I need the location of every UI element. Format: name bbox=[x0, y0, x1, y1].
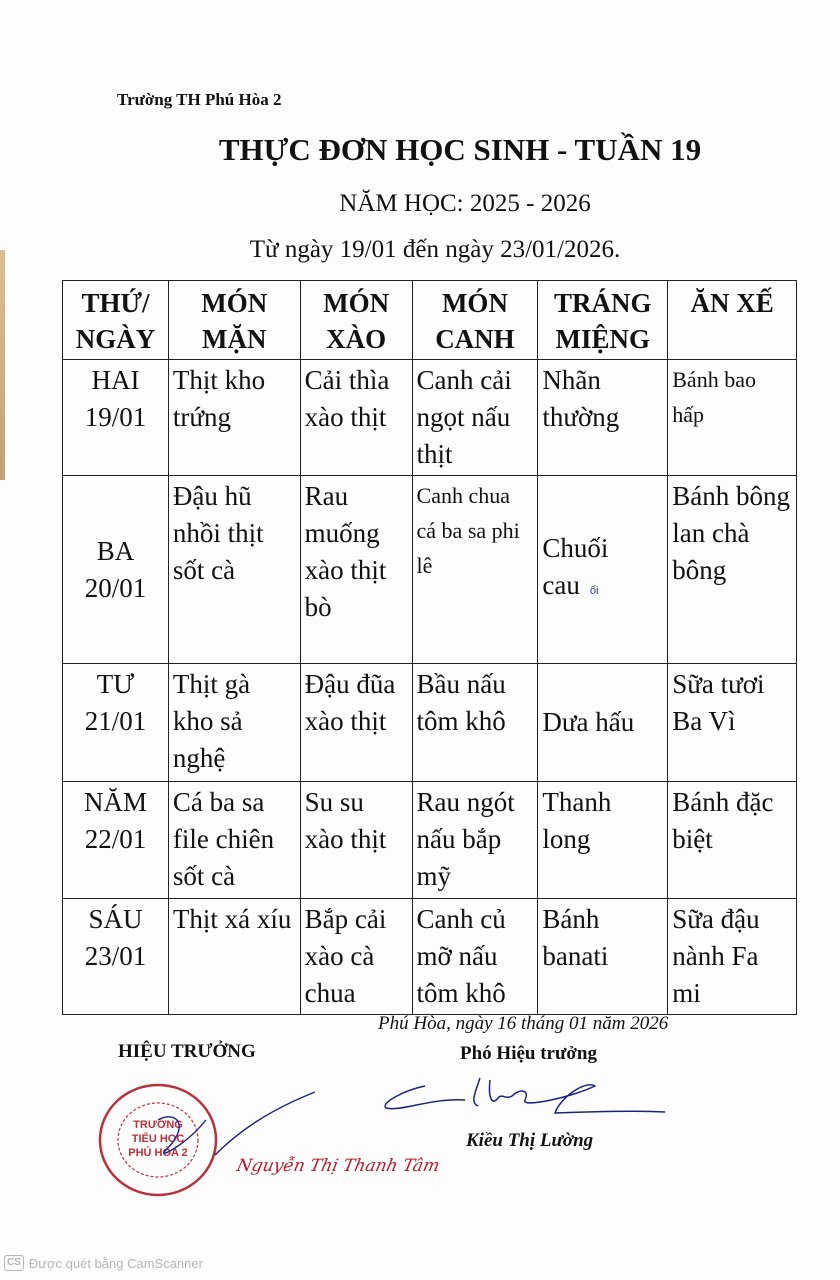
snack-cell: Bánh bông lan chà bông bbox=[668, 476, 797, 664]
main-dish-cell: Đậu hũ nhồi thịt sốt cà bbox=[168, 476, 300, 664]
main-dish-cell: Thịt xá xíu bbox=[168, 899, 300, 1015]
school-name: Trường TH Phú Hòa 2 bbox=[117, 90, 282, 109]
menu-table bbox=[62, 280, 797, 1015]
svg-text:PHÚ HÒA 2: PHÚ HÒA 2 bbox=[128, 1147, 188, 1159]
dessert-cell: Thanh long bbox=[538, 782, 668, 899]
principal-name: Nguyễn Thị Thanh Tâm bbox=[234, 1156, 442, 1176]
col-header-dessert: TRÁNG MIỆNG bbox=[538, 281, 668, 360]
stirfry-cell: Cải thìa xào thịt bbox=[300, 360, 412, 476]
principal-title: HIỆU TRƯỞNG bbox=[118, 1041, 256, 1062]
vice-principal-name: Kiều Thị Lường bbox=[466, 1130, 594, 1151]
col-header-stirfry: MÓN XÀO bbox=[300, 281, 412, 360]
snack-cell: Bánh đặc biệt bbox=[668, 782, 797, 899]
main-dish-cell: Thịt kho trứng bbox=[168, 360, 300, 476]
soup-cell: Canh cải ngọt nấu thịt bbox=[412, 360, 538, 476]
dessert-cell: Chuối cau ổi bbox=[538, 476, 668, 664]
soup-cell: Canh chua cá ba sa phi lê bbox=[412, 476, 538, 664]
vice-principal-signature bbox=[380, 1068, 670, 1128]
snack-cell: Sữa đậu nành Fa mi bbox=[668, 899, 797, 1015]
dessert-cell: Bánh banati bbox=[538, 899, 668, 1015]
scanner-watermark bbox=[4, 1255, 203, 1271]
soup-cell: Canh củ mỡ nấu tôm khô bbox=[412, 899, 538, 1015]
soup-cell: Rau ngót nấu bắp mỹ bbox=[412, 782, 538, 899]
snack-cell: Sữa tươi Ba Vì bbox=[668, 664, 797, 782]
main-dish-cell: Cá ba sa file chiên sốt cà bbox=[168, 782, 300, 899]
day-cell: NĂM 22/01 bbox=[63, 782, 169, 899]
day-cell: SÁU 23/01 bbox=[63, 899, 169, 1015]
day-cell: BA 20/01 bbox=[63, 476, 169, 664]
table-header-row bbox=[63, 281, 797, 360]
paper-edge bbox=[0, 250, 5, 480]
stirfry-cell: Bắp cải xào cà chua bbox=[300, 899, 412, 1015]
table-row bbox=[63, 360, 797, 476]
main-dish-cell: Thịt gà kho sả nghệ bbox=[168, 664, 300, 782]
dessert-cell: Nhãn thường bbox=[538, 360, 668, 476]
svg-text:TRƯỜNG: TRƯỜNG bbox=[133, 1119, 183, 1131]
stirfry-cell: Su su xào thịt bbox=[300, 782, 412, 899]
col-header-day: THỨ/ NGÀY bbox=[63, 281, 169, 360]
table-row bbox=[63, 476, 797, 664]
stirfry-cell: Rau muống xào thịt bò bbox=[300, 476, 412, 664]
svg-text:TIỂU HỌC: TIỂU HỌC bbox=[131, 1133, 185, 1145]
school-stamp bbox=[96, 1080, 224, 1198]
school-year: NĂM HỌC: 2025 - 2026 bbox=[339, 190, 591, 217]
col-header-snack: ĂN XẾ bbox=[668, 281, 797, 360]
vice-principal-title: Phó Hiệu trưởng bbox=[460, 1043, 597, 1064]
stirfry-cell: Đậu đũa xào thịt bbox=[300, 664, 412, 782]
page-title: THỰC ĐƠN HỌC SINH - TUẦN 19 bbox=[218, 132, 702, 167]
day-cell: HAI 19/01 bbox=[63, 360, 169, 476]
col-header-main: MÓN MẶN bbox=[168, 281, 300, 360]
soup-cell: Bầu nấu tôm khô bbox=[412, 664, 538, 782]
scanner-text: Được quét bằng CamScanner bbox=[28, 1255, 203, 1271]
table-row bbox=[63, 664, 797, 782]
principal-signature bbox=[210, 1090, 320, 1160]
day-cell: TƯ 21/01 bbox=[63, 664, 169, 782]
handwritten-note: ổi bbox=[589, 584, 599, 597]
snack-cell: Bánh bao hấp bbox=[668, 360, 797, 476]
camscanner-icon: CS bbox=[4, 1255, 24, 1271]
date-range: Từ ngày 19/01 đến ngày 23/01/2026. bbox=[249, 236, 621, 263]
table-row bbox=[63, 782, 797, 899]
col-header-soup: MÓN CANH bbox=[412, 281, 538, 360]
table-row bbox=[63, 899, 797, 1015]
place-date: Phú Hòa, ngày 16 tháng 01 năm 2026 bbox=[378, 1013, 669, 1034]
dessert-cell: Dưa hấu bbox=[538, 664, 668, 782]
